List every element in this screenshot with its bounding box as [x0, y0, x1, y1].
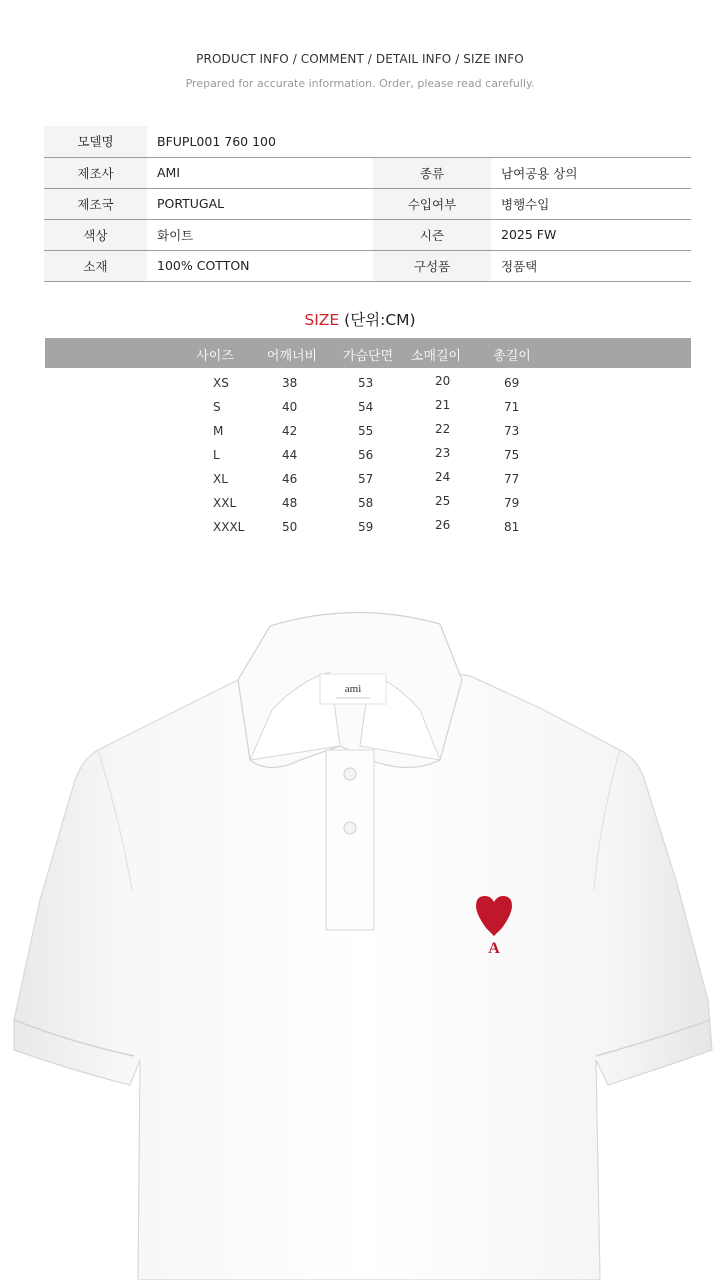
neck-label-text: ami [344, 683, 362, 695]
contents-value: 정품택 [491, 250, 691, 281]
material-value: 100% COTTON [147, 250, 373, 281]
size-value-cell: 44 [282, 448, 298, 462]
size-title-unit: (단위:CM) [344, 311, 416, 329]
size-value-cell: 54 [358, 400, 374, 414]
color-value: 화이트 [147, 219, 373, 250]
size-label-cell: L [213, 448, 220, 462]
section-title: PRODUCT INFO / COMMENT / DETAIL INFO / SIZE INFO [196, 52, 524, 66]
size-value-cell: 69 [504, 376, 520, 390]
size-value-cell: 57 [358, 472, 374, 486]
svg-text:A: A [488, 940, 500, 957]
type-value: 남여공용 상의 [491, 157, 691, 188]
info-row-material [44, 250, 691, 281]
type-label: 종류 [373, 157, 491, 188]
info-row-color [44, 219, 691, 250]
size-value-cell: 21 [435, 398, 451, 412]
size-value-cell: 42 [282, 424, 298, 438]
size-value-cell: 55 [358, 424, 374, 438]
size-value-cell: 38 [282, 376, 298, 390]
size-value-cell: 20 [435, 374, 451, 388]
info-row-country [44, 188, 691, 219]
size-header-cell: 소매길이 [410, 349, 462, 364]
size-value-cell: 59 [358, 520, 374, 534]
maker-value: AMI [147, 157, 373, 188]
model-value: BFUPL001 760 100 [147, 126, 691, 157]
size-header-cell: 가슴단면 [342, 349, 394, 364]
size-value-cell: 50 [282, 520, 298, 534]
size-label-cell: M [213, 424, 224, 438]
season-label: 시즌 [373, 219, 491, 250]
size-table-header [45, 338, 691, 368]
color-label: 색상 [44, 219, 147, 250]
maker-label: 제조사 [44, 157, 147, 188]
info-row-maker [44, 157, 691, 188]
product-image [0, 560, 720, 1280]
size-value-cell: 24 [435, 470, 451, 484]
size-value-cell: 79 [504, 496, 520, 510]
size-value-cell: 53 [358, 376, 374, 390]
size-value-cell: 25 [435, 494, 451, 508]
size-header-cell: 어깨너비 [266, 349, 318, 364]
info-row-model [44, 126, 691, 157]
contents-label: 구성품 [373, 250, 491, 281]
product-info-table [44, 126, 691, 282]
material-label: 소재 [44, 250, 147, 281]
size-value-cell: 48 [282, 496, 298, 510]
size-value-cell: 56 [358, 448, 374, 462]
size-value-cell: 81 [504, 520, 520, 534]
import-value: 병행수입 [491, 188, 691, 219]
size-label-cell: S [213, 400, 221, 414]
size-value-cell: 22 [435, 422, 451, 436]
size-label-cell: XXXL [213, 520, 245, 534]
size-header-cell: 사이즈 [196, 349, 234, 364]
button-bottom [344, 822, 356, 834]
size-value-cell: 58 [358, 496, 374, 510]
size-value-cell: 75 [504, 448, 520, 462]
size-value-cell: 23 [435, 446, 451, 460]
size-value-cell: 73 [504, 424, 520, 438]
size-value-cell: 46 [282, 472, 298, 486]
button-top [344, 768, 356, 780]
size-value-cell: 71 [504, 400, 520, 414]
size-label-cell: XS [213, 376, 229, 390]
country-value: PORTUGAL [147, 188, 373, 219]
model-label: 모델명 [44, 126, 147, 157]
size-label-cell: XL [213, 472, 228, 486]
country-label: 제조국 [44, 188, 147, 219]
season-value: 2025 FW [491, 219, 691, 250]
section-subtitle: Prepared for accurate information. Order, please read carefully. [185, 77, 535, 90]
size-label-cell: XXL [213, 496, 237, 510]
import-label: 수입여부 [373, 188, 491, 219]
size-value-cell: 40 [282, 400, 298, 414]
size-title-red: SIZE [304, 311, 340, 329]
size-title [0, 308, 720, 330]
size-header-cell: 총길이 [493, 349, 531, 364]
size-value-cell: 26 [435, 518, 451, 532]
size-value-cell: 77 [504, 472, 520, 486]
